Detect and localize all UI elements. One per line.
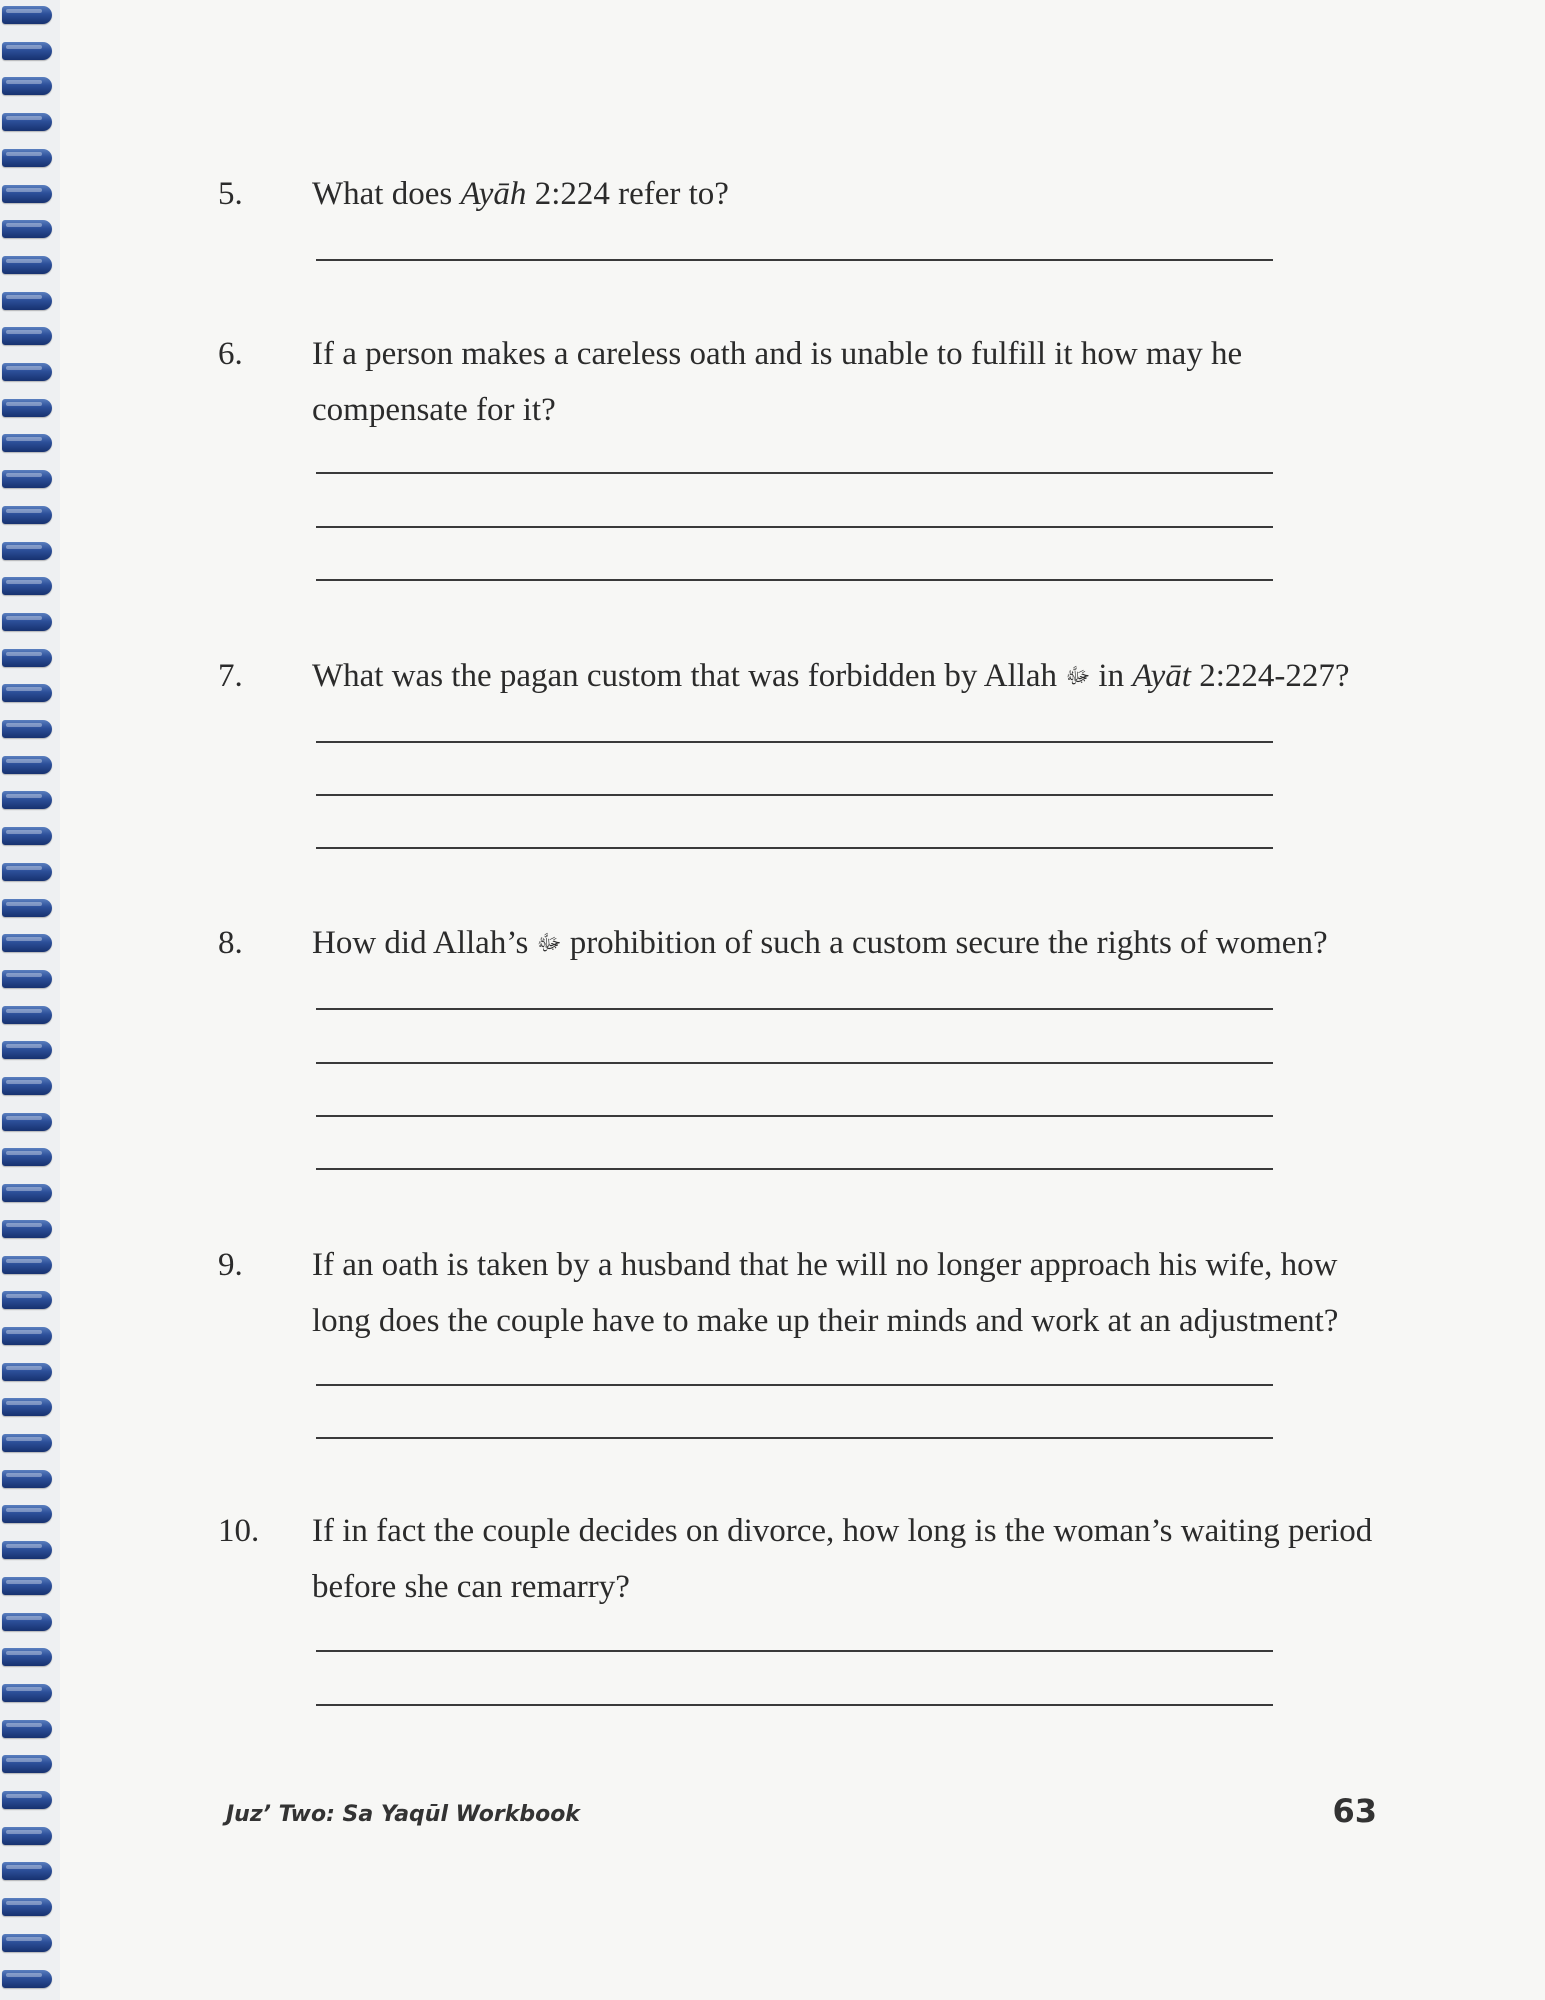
spiral-coil bbox=[2, 1327, 52, 1345]
spiral-coil bbox=[2, 1434, 52, 1452]
spiral-coil bbox=[2, 720, 52, 738]
question-text: How did Allah’s ﷻ prohibition of such a custom secure the rights of women? bbox=[312, 925, 1328, 961]
spiral-coil bbox=[2, 1220, 52, 1238]
spiral-coil bbox=[2, 899, 52, 917]
answer-line[interactable] bbox=[316, 794, 1273, 796]
footer-title: Juz’ Two: Sa Yaqūl Workbook bbox=[226, 1802, 580, 1827]
answer-line[interactable] bbox=[316, 472, 1273, 474]
spiral-coil bbox=[2, 1398, 52, 1416]
spiral-coil bbox=[2, 1970, 52, 1988]
spiral-coil bbox=[2, 1541, 52, 1559]
spiral-coil bbox=[2, 863, 52, 881]
question-number: 5. bbox=[218, 176, 243, 212]
spiral-coil bbox=[2, 1291, 52, 1309]
spiral-coil bbox=[2, 1577, 52, 1595]
spiral-coil bbox=[2, 113, 52, 131]
spiral-coil bbox=[2, 470, 52, 488]
spiral-coil bbox=[2, 506, 52, 524]
spiral-coil bbox=[2, 970, 52, 988]
spiral-coil bbox=[2, 827, 52, 845]
answer-line[interactable] bbox=[316, 579, 1273, 581]
spiral-coil bbox=[2, 1862, 52, 1880]
spiral-coil bbox=[2, 77, 52, 95]
spiral-coil bbox=[2, 363, 52, 381]
spiral-coil bbox=[2, 649, 52, 667]
spiral-binding bbox=[0, 0, 60, 2000]
spiral-coil bbox=[2, 1363, 52, 1381]
answer-line[interactable] bbox=[316, 1062, 1273, 1064]
spiral-coil bbox=[2, 756, 52, 774]
spiral-coil bbox=[2, 292, 52, 310]
answer-line[interactable] bbox=[316, 1008, 1273, 1010]
question-text: If a person makes a careless oath and is unable to fulfill it how may he compensate for it? bbox=[312, 336, 1243, 428]
spiral-coil bbox=[2, 6, 52, 24]
answer-line[interactable] bbox=[316, 259, 1273, 261]
spiral-coil bbox=[2, 1256, 52, 1274]
spiral-coil bbox=[2, 1720, 52, 1738]
spiral-coil bbox=[2, 542, 52, 560]
spiral-coil bbox=[2, 434, 52, 452]
question-number: 6. bbox=[218, 336, 243, 372]
answer-line[interactable] bbox=[316, 1384, 1273, 1386]
question-number: 10. bbox=[218, 1513, 260, 1549]
honorific-glyph: ﷻ bbox=[1065, 663, 1091, 688]
spiral-coil bbox=[2, 1613, 52, 1631]
spiral-coil bbox=[2, 185, 52, 203]
spiral-coil bbox=[2, 42, 52, 60]
answer-line[interactable] bbox=[316, 1704, 1273, 1706]
answer-line[interactable] bbox=[316, 1168, 1273, 1170]
question-text: If in fact the couple decides on divorce, how long is the woman’s waiting period before she can remarry? bbox=[312, 1513, 1373, 1605]
spiral-coil bbox=[2, 791, 52, 809]
spiral-coil bbox=[2, 1505, 52, 1523]
page-number: 63 bbox=[1332, 1792, 1377, 1830]
spiral-coil bbox=[2, 399, 52, 417]
answer-line[interactable] bbox=[316, 1650, 1273, 1652]
spiral-coil bbox=[2, 1148, 52, 1166]
spiral-coil bbox=[2, 1898, 52, 1916]
spiral-coil bbox=[2, 1113, 52, 1131]
spiral-coil bbox=[2, 1755, 52, 1773]
spiral-coil bbox=[2, 1006, 52, 1024]
spiral-coil bbox=[2, 1648, 52, 1666]
answer-line[interactable] bbox=[316, 1437, 1273, 1439]
answer-line[interactable] bbox=[316, 847, 1273, 849]
spiral-coil bbox=[2, 934, 52, 952]
question-number: 9. bbox=[218, 1247, 243, 1283]
spiral-coil bbox=[2, 256, 52, 274]
question-text: If an oath is taken by a husband that he will no longer approach his wife, how long does the couple have to make up their minds and work at an adjustment? bbox=[312, 1247, 1339, 1339]
question-text: What does Ayāh 2:224 refer to? bbox=[312, 176, 729, 212]
question-text: What was the pagan custom that was forbidden by Allah ﷻ in Ayāt 2:224-227? bbox=[312, 658, 1350, 694]
honorific-glyph: ﷻ bbox=[536, 930, 562, 955]
answer-line[interactable] bbox=[316, 741, 1273, 743]
spiral-coil bbox=[2, 1077, 52, 1095]
spiral-coil bbox=[2, 577, 52, 595]
question-number: 8. bbox=[218, 925, 243, 961]
answer-line[interactable] bbox=[316, 526, 1273, 528]
spiral-coil bbox=[2, 1184, 52, 1202]
spiral-coil bbox=[2, 684, 52, 702]
spiral-coil bbox=[2, 1827, 52, 1845]
spiral-coil bbox=[2, 1934, 52, 1952]
answer-line[interactable] bbox=[316, 1115, 1273, 1117]
spiral-coil bbox=[2, 327, 52, 345]
spiral-coil bbox=[2, 1791, 52, 1809]
spiral-coil bbox=[2, 1470, 52, 1488]
spiral-coil bbox=[2, 1684, 52, 1702]
spiral-coil bbox=[2, 1041, 52, 1059]
spiral-coil bbox=[2, 613, 52, 631]
spiral-coil bbox=[2, 220, 52, 238]
question-number: 7. bbox=[218, 658, 243, 694]
spiral-coil bbox=[2, 149, 52, 167]
